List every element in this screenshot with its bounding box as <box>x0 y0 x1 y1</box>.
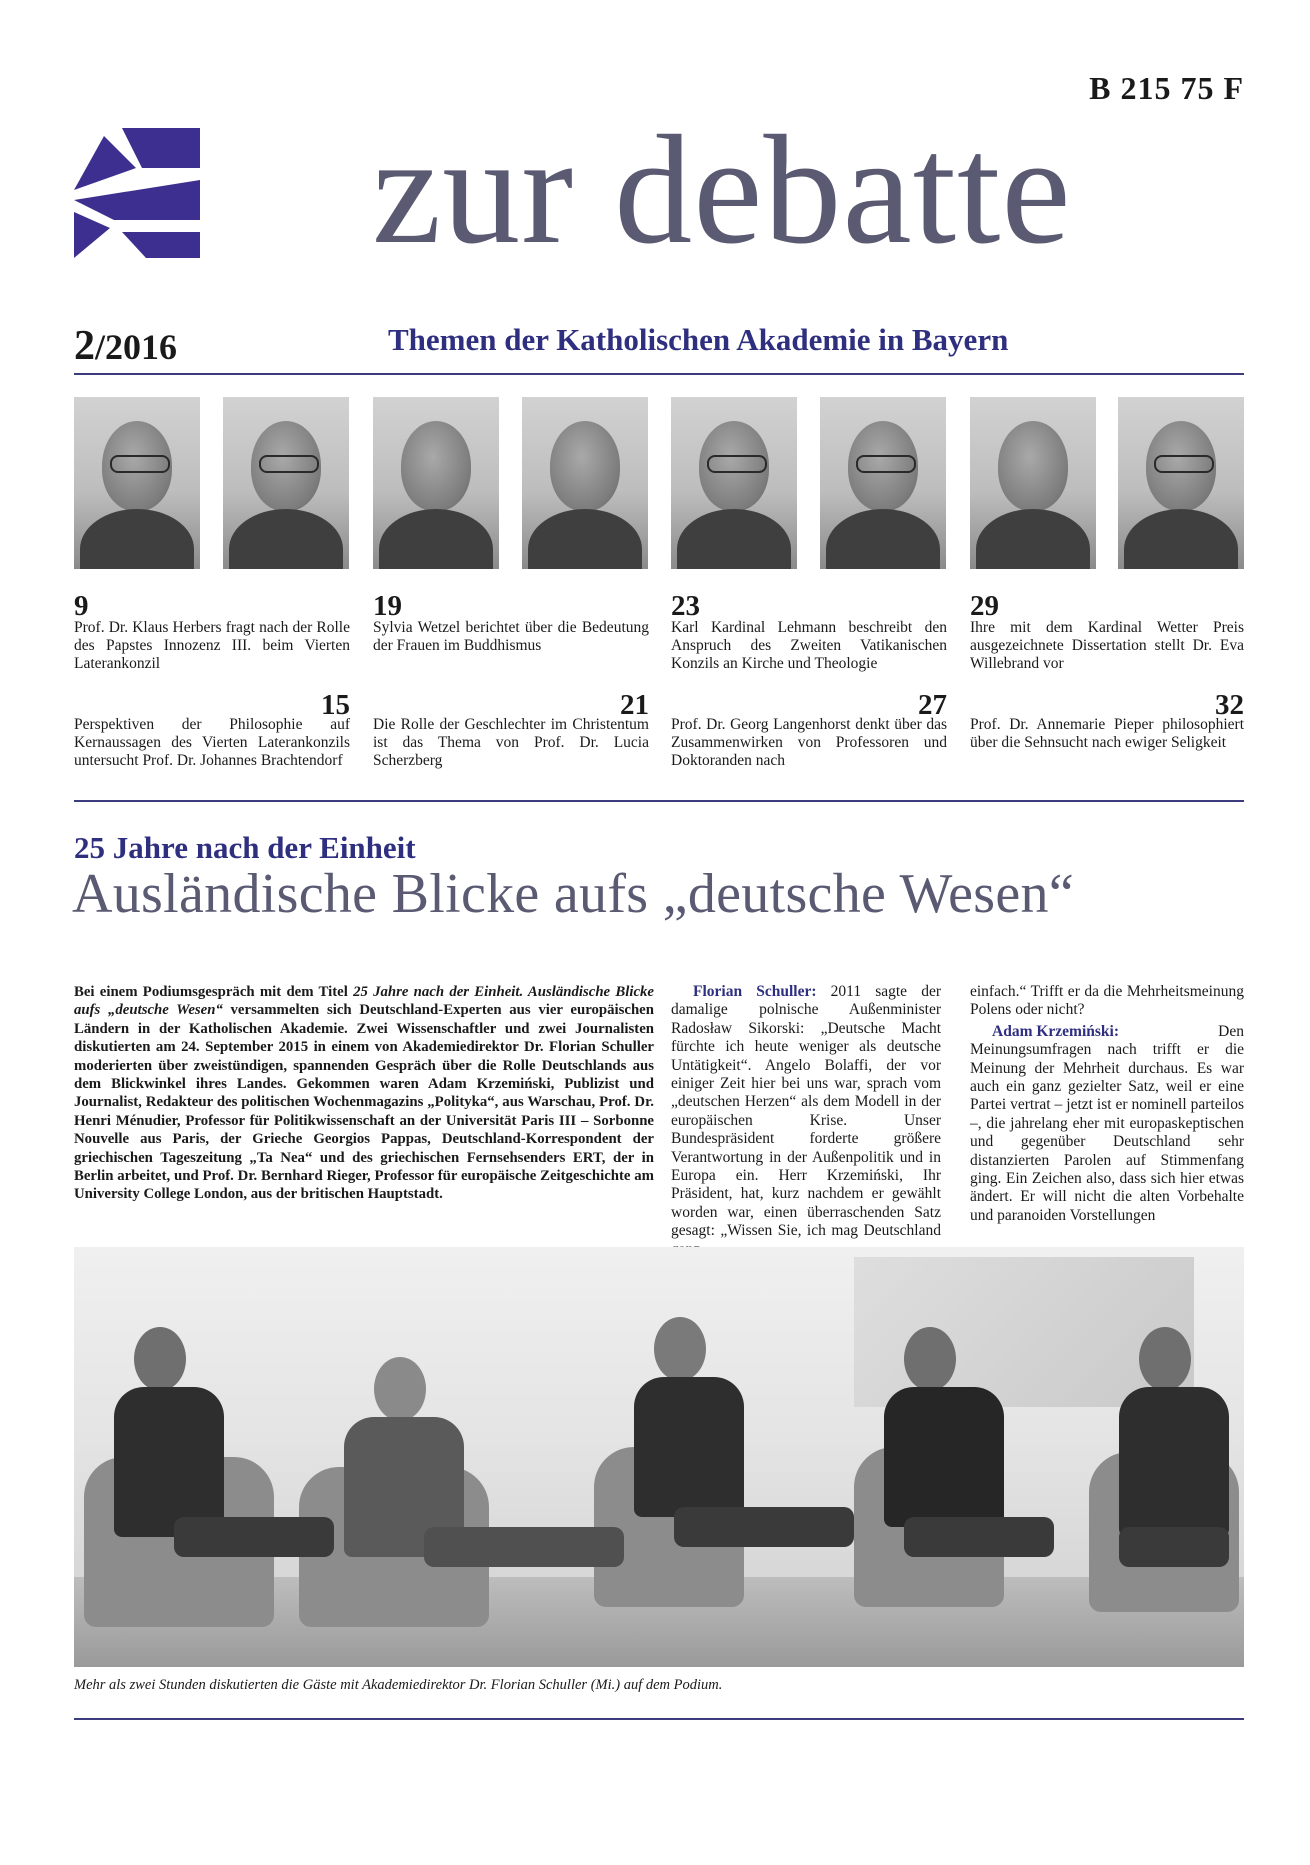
teaser-page-number: 23 <box>671 590 700 622</box>
photo-caption: Mehr als zwei Stunden diskutierten die Gäste mit Akademiedirektor Dr. Florian Schuller (Mi.) auf dem Podium. <box>74 1677 723 1693</box>
issue-year: /2016 <box>95 327 178 367</box>
teaser-text: Die Rolle der Geschlechter im Christentum ist das Thema von Prof. Dr. Lucia Scherzberg <box>373 716 649 769</box>
teaser-page-number: 21 <box>620 689 649 721</box>
teaser-text: Karl Kardinal Lehmann beschreibt den Anspruch des Zweiten Vatikanischen Konzils an Kirche und Theologie <box>671 619 947 672</box>
portrait-4 <box>522 397 648 569</box>
teaser-text: Sylvia Wetzel berichtet über die Bedeutung der Frauen im Buddhismus <box>373 619 649 654</box>
teaser-page-number: 27 <box>918 689 947 721</box>
intro-text-a: Bei einem Podiumsgespräch mit dem Titel <box>74 984 354 1000</box>
podium-photo <box>74 1247 1244 1667</box>
article-headline: Ausländische Blicke aufs „deutsche Wesen“ <box>72 863 1074 925</box>
portrait-1 <box>74 397 200 569</box>
portrait-3 <box>373 397 499 569</box>
intro-italic-title: 25 Jahre nach der Einheit. Ausländische Blicke aufs „deutsche Wesen“ <box>74 984 654 1019</box>
teaser-text: Prof. Dr. Annemarie Pieper philosophiert über die Sehnsucht nach ewiger Seligkeit <box>970 716 1244 751</box>
teaser-page-number: 9 <box>74 590 89 622</box>
teaser-text: Prof. Dr. Klaus Herbers fragt nach der Rolle des Papstes Innozenz III. beim Vierten Laterankonzil <box>74 619 350 672</box>
article-column-2 <box>671 983 941 1259</box>
teaser-page-number: 29 <box>970 590 999 622</box>
speaker-name: Adam Krzemiński: <box>992 1022 1120 1040</box>
speaker-name: Florian Schuller: <box>693 983 817 1000</box>
tagline: Themen der Katholischen Akademie in Bayern <box>388 322 1009 357</box>
portrait-8 <box>1118 397 1244 569</box>
portrait-2 <box>223 397 349 569</box>
akademie-logo <box>74 128 200 258</box>
teaser-rule <box>74 800 1244 802</box>
portrait-6 <box>820 397 946 569</box>
portrait-5 <box>671 397 797 569</box>
teaser-text: Ihre mit dem Kardinal Wetter Preis ausgezeichnete Dissertation stellt Dr. Eva Willebrand vor <box>970 619 1244 672</box>
portrait-7 <box>970 397 1096 569</box>
column-text: Den Meinungsumfragen nach trifft er die Meinung der Mehrheit durchaus. Es war auch ein ganz gezielter Satz, weil er eine Partei vertrat – jetzt ist er nominell parteilos –, die jahrelang eher mit europaskeptischen und gegenüber Deutschland sehr distanzierten Parolen auf Stimmenfang ging. Ein Zeichen also, dass sich hier etwas ändert. Er will nicht die alten Vorbehalte und paranoiden Vorstellungen <box>970 1022 1244 1224</box>
magazine-title: zur debatte <box>372 103 1072 276</box>
column-text: einfach.“ Trifft er da die Mehrheitsmeinung Polens oder nicht? <box>970 983 1244 1019</box>
teaser-page-number: 19 <box>373 590 402 622</box>
teaser-page-number: 32 <box>1215 689 1244 721</box>
issue-label <box>74 322 177 370</box>
column-text: 2011 sagte der damalige polnische Außenminister Radosław Sikorski: „Deutsche Macht fürchte ich heute weniger als deutsche Untätigkeit“. Angelo Bolaffi, der vor einiger Zeit hier bei uns war, sprach vom „deutschen Herzen“ als dem Modell in der europäischen Krise. Unser Bundespräsident forderte größere Verantwortung in der Außenpolitik und in Europa ein. Herr Krzemiński, Ihr Präsident, hat, kurz nachdem er gewählt worden war, einen überraschenden Satz gesagt: „Wissen Sie, ich mag Deutschland <box>671 983 941 1240</box>
article-column-3 <box>970 983 1244 1225</box>
issn-number: B 215 75 F <box>1089 70 1244 106</box>
issue-number: 2 <box>74 323 95 369</box>
intro-text-b: versammelten sich Deutschland-Experten aus vier europäischen Ländern in der Katholischen Akademie. Zwei Wissenschaftler und zwei Journalisten diskutierten am 24. September 2015 in einem von Akademiedirektor Dr. Florian Schuller moderierten über zweistündigen, spannenden Gespräch über die Rolle Deutschlands aus dem Blickwinkel ihres Landes. Gekommen waren Adam Krzemiński, Publizist und Journalist, Redakteur des politischen Wochenmagazins „Polityka“, aus Warschau, Prof. Dr. Henri Ménudier, Professor für Politikwissenschaft an der Universität Paris III – Sorbonne Nouvelle aus Paris, der Grieche Georgios Pappas, Deutschland-Korrespondent der griechischen Tageszeitung „Ta Nea“ und des griechischen Fernsehsenders ERT, der in Berlin arbeitet, und Prof. Dr. Bernhard Rieger, Professor für europäische Zeitgeschichte am University College London, aus der britischen Hauptstadt. <box>74 1002 654 1203</box>
footer-rule <box>74 1718 1244 1720</box>
header-rule <box>74 373 1244 375</box>
article-intro <box>74 983 654 1204</box>
teaser-text: Perspektiven der Philosophie auf Kernaussagen des Vierten Laterankonzils untersucht Prof. Dr. Johannes Brachtendorf <box>74 716 350 769</box>
teaser-text: Prof. Dr. Georg Langenhorst denkt über das Zusammenwirken von Professoren und Doktoranden nach <box>671 716 947 769</box>
teaser-page-number: 15 <box>321 689 350 721</box>
article-kicker: 25 Jahre nach der Einheit <box>74 830 416 865</box>
